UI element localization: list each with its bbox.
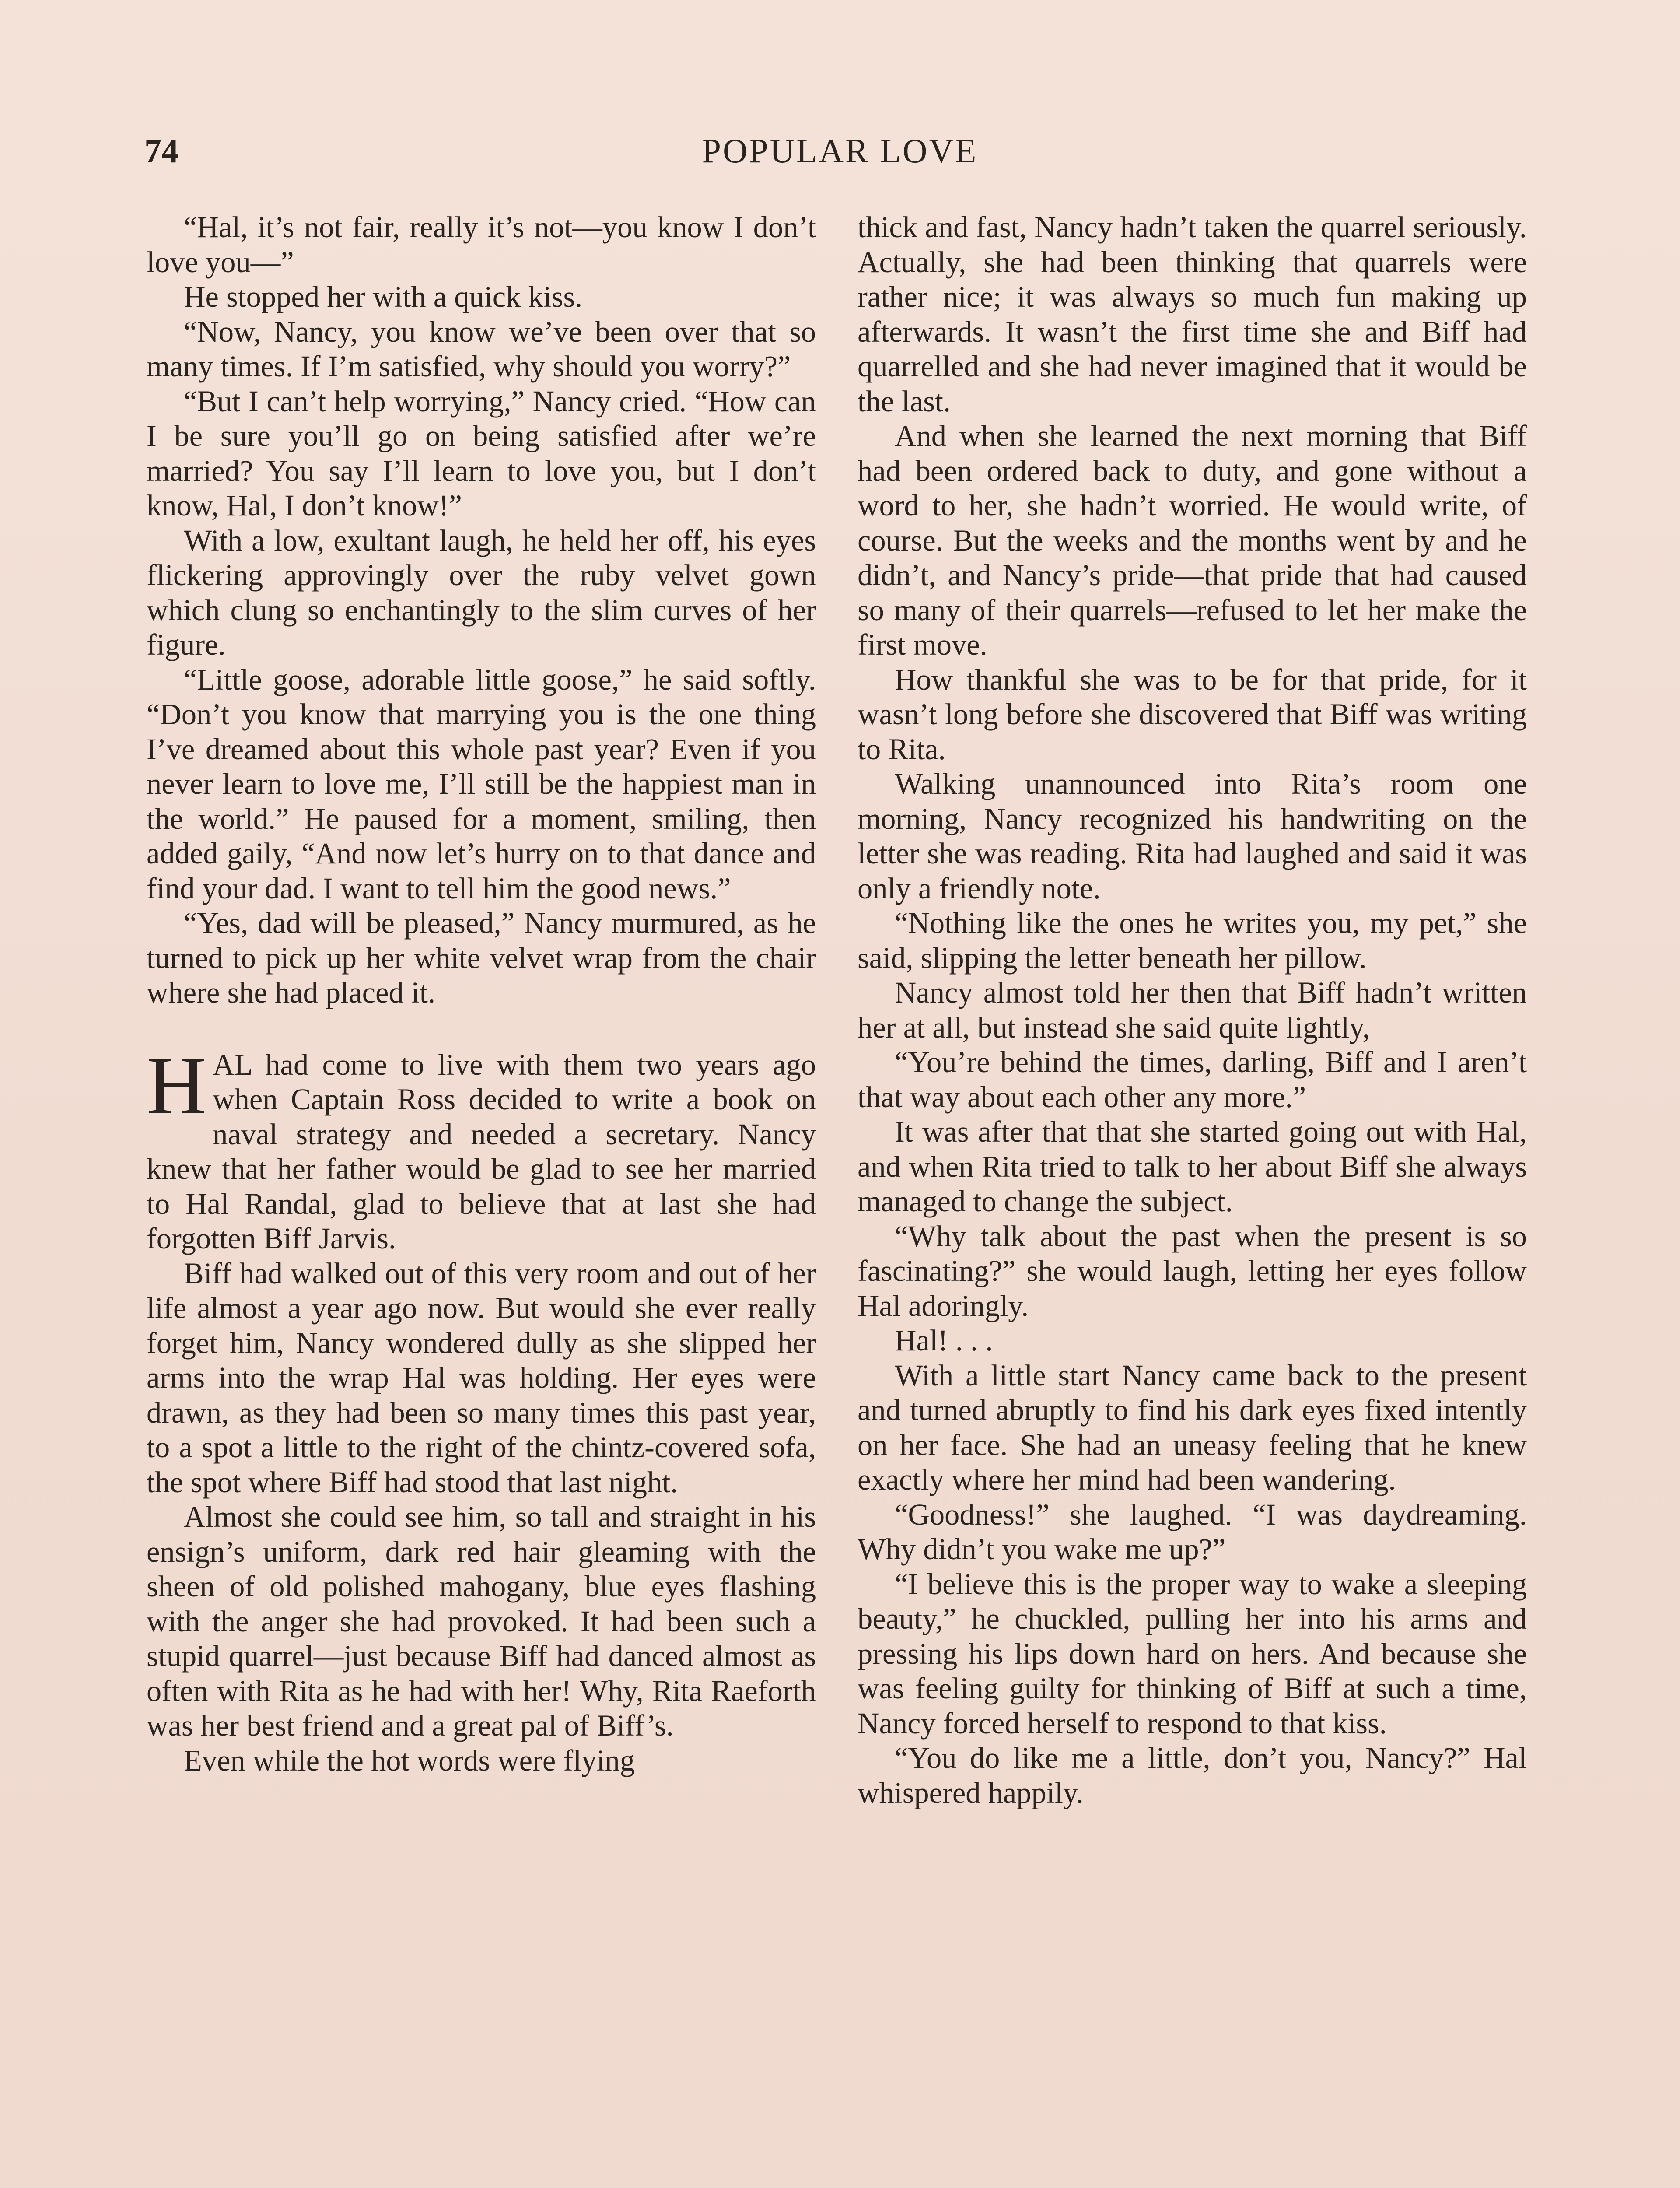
paragraph-continued: thick and fast, Nancy hadn’t taken the quarrel seriously. Actually, she had been thinking that quarrels were rather nice; it was always so much fun making up afterwards. It wasn’t the first time she and Biff had quarrelled and she had never imagined that it would be the last. [858, 210, 1527, 418]
page-header [144, 131, 1536, 179]
paragraph: How thankful she was to be for that pride, for it wasn’t long before she discovered that Biff was writing to Rita. [858, 663, 1527, 766]
paragraph: “Hal, it’s not fair, really it’s not—you know I don’t love you—” [147, 210, 816, 279]
paragraph: “I believe this is the proper way to wake a sleeping beauty,” he chuckled, pulling her into his arms and pressing his lips down hard on hers. And because she was feeling guilty for thinking of Biff at such a time, Nancy forced herself to respond to that kiss. [858, 1567, 1527, 1740]
paragraph: Biff had walked out of this very room and out of her life almost a year ago now. But would she ever really forget him, Nancy wondered dully as she slipped her arms into the wrap Hal was holding. Her eyes were drawn, as they had been so many times this past year, to a spot a little to the right of the chintz-covered sofa, the spot where Biff had stood that last night. [147, 1256, 816, 1499]
paragraph: With a little start Nancy came back to the present and turned abruptly to find his dark eyes fixed intently on her face. She had an uneasy feeling that he knew exactly where her mind had been wandering. [858, 1358, 1527, 1496]
section-break [147, 1010, 816, 1048]
paragraph: “Nothing like the ones he writes you, my pet,” she said, slipping the letter beneath her pillow. [858, 906, 1527, 975]
magazine-title: POPULAR LOVE [702, 132, 978, 170]
paragraph: Walking unannounced into Rita’s room one morning, Nancy recognized his handwriting on the letter she was reading. Rita had laughed and said it was only a friendly note. [858, 767, 1527, 905]
paragraph: With a low, exultant laugh, he held her off, his eyes flickering approvingly over the ruby velvet gown which clung so enchantingly to the slim curves of her figure. [147, 523, 816, 661]
left-text-column [147, 210, 816, 1778]
paragraph: “Little goose, adorable little goose,” he said softly. “Don’t you know that marrying you is the one thing I’ve dreamed about this whole past year? Even if you never learn to love me, I’ll still be the happiest man in the world.” He paused for a moment, smiling, then added gaily, “And now let’s hurry on to that dance and find your dad. I want to tell him the good news.” [147, 663, 816, 905]
drop-cap: H [147, 1039, 207, 1132]
paragraph: “You do like me a little, don’t you, Nancy?” Hal whispered happily. [858, 1741, 1527, 1809]
right-text-column [858, 210, 1527, 1810]
paragraph: “Now, Nancy, you know we’ve been over that so many times. If I’m satisfied, why should you worry?” [147, 315, 816, 383]
paragraph: “Yes, dad will be pleased,” Nancy murmured, as he turned to pick up her white velvet wrap from the chair where she had placed it. [147, 906, 816, 1009]
paragraph: He stopped her with a quick kiss. [184, 280, 583, 313]
paragraph: Even while the hot words were flying [184, 1743, 635, 1777]
page-number: 74 [144, 132, 178, 170]
paragraph: It was after that that she started going out with Hal, and when Rita tried to talk to her about Biff she always managed to change the subject. [858, 1115, 1527, 1218]
paragraph: And when she learned the next morning that Biff had been ordered back to duty, and gone without a word to her, she hadn’t worried. He would write, of course. But the weeks and the months went by and he didn’t, and Nancy’s pride—that pride that had caused so many of their quarrels—refused to let her make the first move. [858, 419, 1527, 661]
paragraph: Almost she could see him, so tall and straight in his ensign’s uniform, dark red hair gleaming with the sheen of old polished mahogany, blue eyes flashing with the anger she had provoked. It had been such a stupid quarrel—just because Biff had danced almost as often with Rita as he had with her! Why, Rita Raeforth was her best friend and a great pal of Biff’s. [147, 1500, 816, 1742]
section-opening-text: AL had come to live with them two years ago when Captain Ross decided to write a book on naval strategy and needed a secretary. Nancy knew that her father would be glad to see her married to Hal Randal, glad to believe that at last she had forgotten Biff Jarvis. [147, 1048, 816, 1255]
paragraph: “Goodness!” she laughed. “I was daydreaming. Why didn’t you wake me up?” [858, 1497, 1527, 1566]
paragraph: Hal! . . . [895, 1324, 993, 1357]
paragraph: “But I can’t help worrying,” Nancy cried. “How can I be sure you’ll go on being satisfied after we’re married? You say I’ll learn to love you, but I don’t know, Hal, I don’t know!” [147, 384, 816, 522]
paragraph: Nancy almost told her then that Biff hadn’t written her at all, but instead she said quite lightly, [858, 976, 1527, 1044]
section-opening-paragraph [147, 1039, 816, 1256]
paragraph: “Why talk about the past when the present is so fascinating?” she would laugh, letting her eyes follow Hal adoringly. [858, 1219, 1527, 1322]
paragraph: “You’re behind the times, darling, Biff and I aren’t that way about each other any more.” [858, 1045, 1527, 1114]
